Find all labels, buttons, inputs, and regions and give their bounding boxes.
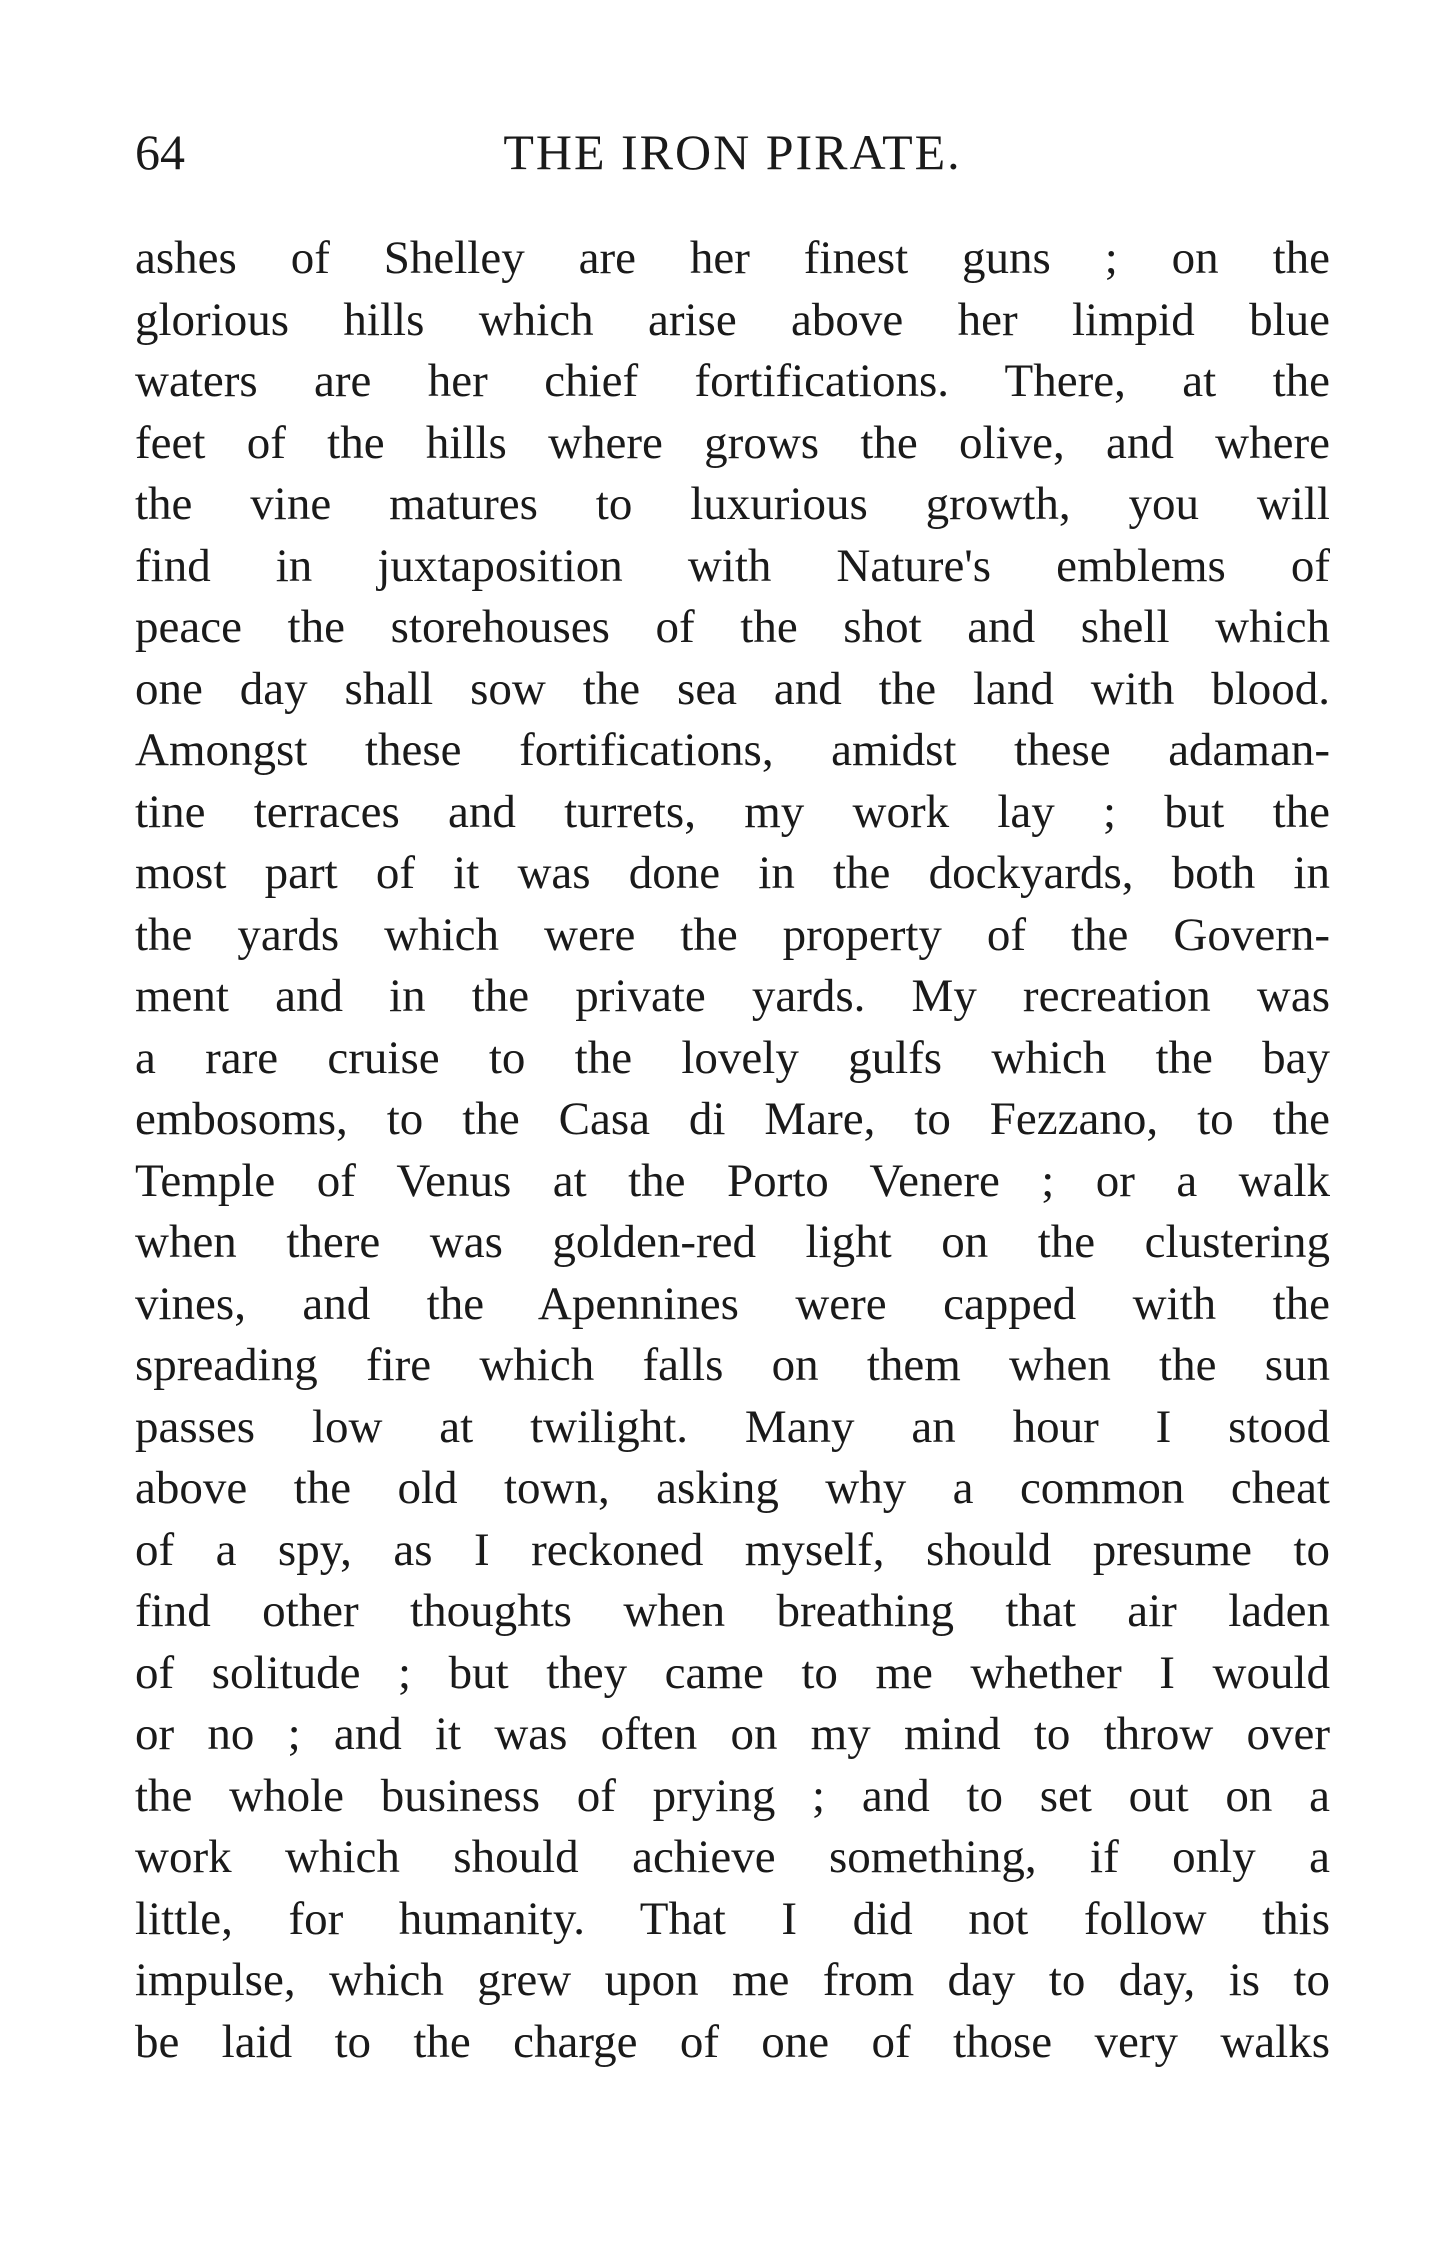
running-title: THE IRON PIRATE. — [503, 124, 962, 180]
text-line: embosoms, to the Casa di Mare, to Fezzano, to the — [135, 1093, 1330, 1145]
text-line: little, for humanity. That I did not follow this — [135, 1892, 1330, 1945]
text-line: find in juxtaposition with Nature's emblems of — [135, 539, 1330, 592]
text-line: ashes of Shelley are her finest guns ; on the — [135, 232, 1330, 284]
text-line: of solitude ; but they came to me whether I would — [135, 1646, 1330, 1699]
text-line: glorious hills which arise above her limpid blue — [135, 293, 1330, 346]
text-line: feet of the hills where grows the olive, and where — [135, 416, 1330, 469]
text-line: of a spy, as I reckoned myself, should presume to — [135, 1523, 1330, 1576]
text-line: the yards which were the property of the Govern- — [135, 908, 1330, 961]
text-line: above the old town, asking why a common cheat — [135, 1462, 1330, 1514]
text-line: be laid to the charge of one of those very walks — [135, 2015, 1330, 2068]
text-line: peace the storehouses of the shot and shell which — [135, 601, 1330, 653]
text-line: one day shall sow the sea and the land with blood. — [135, 662, 1330, 715]
text-line: ment and in the private yards. My recreation was — [135, 970, 1330, 1022]
text-line: work which should achieve something, if only a — [135, 1831, 1330, 1883]
text-line: a rare cruise to the lovely gulfs which the bay — [135, 1031, 1330, 1084]
page-header — [135, 112, 1330, 192]
text-line: passes low at twilight. Many an hour I stood — [135, 1400, 1330, 1453]
text-line: Temple of Venus at the Porto Venere ; or a walk — [135, 1154, 1330, 1207]
text-line: most part of it was done in the dockyards, both in — [135, 847, 1330, 899]
text-line: the vine matures to luxurious growth, you will — [135, 478, 1330, 530]
text-line: waters are her chief fortifications. There, at the — [135, 355, 1330, 407]
text-line: when there was golden-red light on the clustering — [135, 1216, 1330, 1268]
page-number: 64 — [135, 124, 185, 180]
text-line: or no ; and it was often on my mind to throw over — [135, 1708, 1330, 1760]
body-text — [135, 228, 1330, 2073]
text-line: Amongst these fortifications, amidst these adaman- — [135, 724, 1330, 776]
text-line: impulse, which grew upon me from day to day, is to — [135, 1954, 1330, 2006]
text-line: tine terraces and turrets, my work lay ; but the — [135, 785, 1330, 838]
text-line: the whole business of prying ; and to set out on a — [135, 1769, 1330, 1822]
text-line: spreading fire which falls on them when the sun — [135, 1339, 1330, 1391]
text-line: vines, and the Apennines were capped with the — [135, 1277, 1330, 1330]
text-line: find other thoughts when breathing that air laden — [135, 1585, 1330, 1637]
